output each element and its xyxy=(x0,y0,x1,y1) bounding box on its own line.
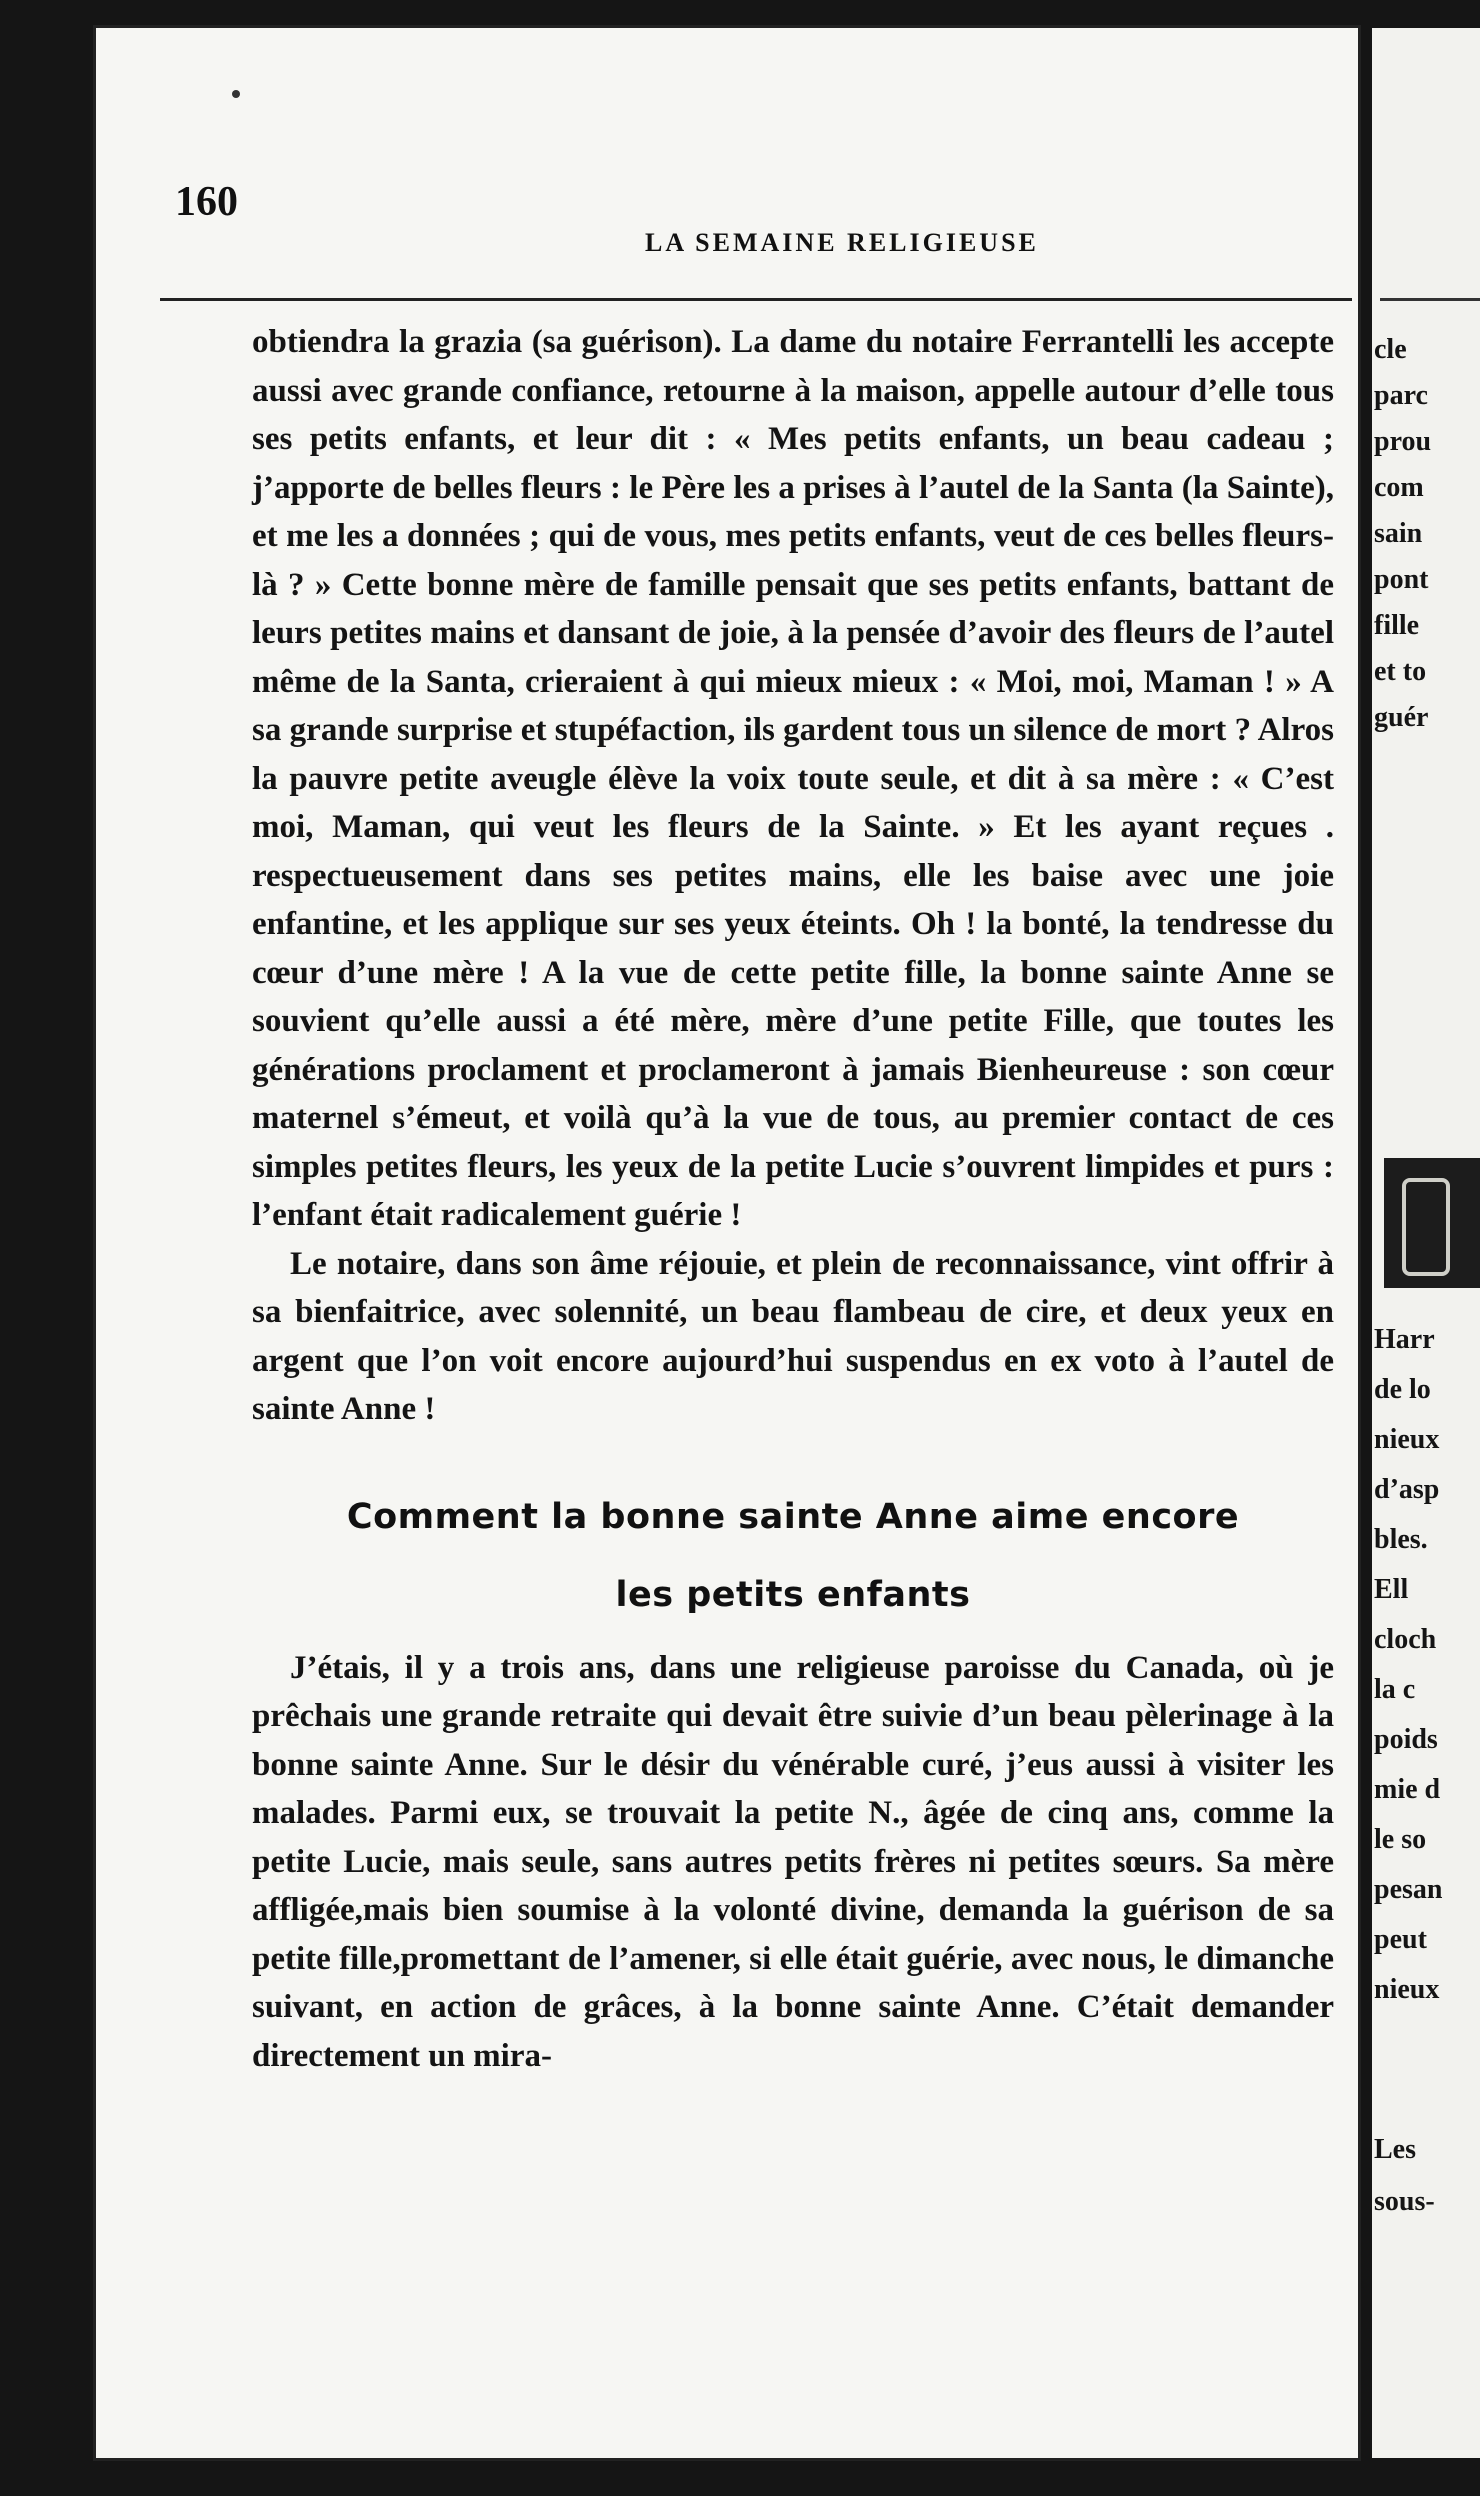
heading-line-1: Comment la bonne sainte Anne aime encore xyxy=(346,1496,1240,1537)
facing-page-rule xyxy=(1380,298,1480,301)
facing-page-line: d’asp xyxy=(1374,1474,1440,1505)
facing-page-line: nieux xyxy=(1374,1974,1440,2005)
section-heading xyxy=(252,1478,1334,1634)
facing-page-line: fille xyxy=(1374,610,1420,641)
page-number: 160 xyxy=(175,179,238,225)
facing-page-line: guér xyxy=(1374,702,1429,733)
facing-page-line: Les xyxy=(1374,2134,1416,2165)
facing-page-line: nieux xyxy=(1374,1424,1440,1455)
facing-page-line: cloch xyxy=(1374,1624,1437,1655)
paragraph-3: J’étais, il y a trois ans, dans une religieuse paroisse du Canada, où je prêchais une grande retraite qui devait être suivie d’un beau pèlerinage à la bonne sainte Anne. Sur le désir du vénérable curé, j’eus aussi à visiter les malades. Parmi eux, se trouvait la petite N., âgée de cinq ans, comme la petite Lucie, mais seule, sans autres petits frères ni petites sœurs. Sa mère affligée,mais bien soumise à la volonté divine, demanda la guérison de sa petite fille,promettant de l’amener, si elle était guérie, avec nous, le dimanche suivant, en action de grâces, à la bonne sainte Anne. C’était demander directement un mira- xyxy=(252,1649,1334,2074)
facing-page-line: prou xyxy=(1374,426,1432,457)
facing-page-line: mie d xyxy=(1374,1774,1441,1805)
paragraph-2: Le notaire, dans son âme réjouie, et plein de reconnaissance, vint offrir à sa bienfaitrice, avec solennité, un beau flambeau de cire, et deux yeux en argent que l’on voit encore aujourd’hui suspendus en ex voto à l’autel de sainte Anne ! xyxy=(252,1245,1334,1427)
facing-page-line: sous- xyxy=(1374,2186,1435,2217)
facing-page-line: com xyxy=(1374,472,1424,503)
facing-page-line: de lo xyxy=(1374,1374,1431,1405)
facing-page-line: peut xyxy=(1374,1924,1427,1955)
page-body xyxy=(252,318,1334,2080)
decorated-initial xyxy=(1384,1158,1480,1288)
facing-page-line: et to xyxy=(1374,656,1427,687)
facing-page-line: sain xyxy=(1374,518,1423,549)
facing-page-line: poids xyxy=(1374,1724,1438,1755)
facing-page-line: le so xyxy=(1374,1824,1427,1855)
facing-page-line: parc xyxy=(1374,380,1428,411)
facing-page-line: cle xyxy=(1374,334,1407,365)
ink-speck xyxy=(232,90,240,98)
facing-page-line: bles. xyxy=(1374,1524,1428,1555)
facing-page-line: pont xyxy=(1374,564,1429,595)
heading-line-2: les petits enfants xyxy=(615,1574,971,1615)
facing-page-line: la c xyxy=(1374,1674,1416,1705)
facing-page-fragment xyxy=(1372,28,1480,2458)
facing-page-line: pesan xyxy=(1374,1874,1443,1905)
paragraph-1: obtiendra la grazia (sa guérison). La dame du notaire Ferrantelli les accepte aussi avec grande confiance, retourne à la maison, appelle autour d’elle tous ses petits enfants, et leur dit : « Mes petits enfants, un beau cadeau ; j’apporte de belles fleurs : le Père les a prises à l’autel de la Santa (la Sainte), et me les a données ; qui de vous, mes petits enfants, veut de ces belles fleurs-là ? » Cette bonne mère de famille pensait que ses petits enfants, battant de leurs petites mains et dansant de joie, à la pensée d’avoir des fleurs de l’autel même de la Santa, crieraient à qui mieux mieux : « Moi, moi, Maman ! » A sa grande surprise et stupéfaction, ils gardent tous un silence de mort ? Alros la pauvre petite aveugle élève la voix toute seule, et dit à sa mère : « C’est moi, Maman, qui veut les fleurs de la Sainte. » Et les ayant reçues . respectueusement dans ses petites mains, elle les baise avec une joie enfantine, et les applique sur ses yeux éteints. Oh ! la bonté, la tendresse du cœur d’une mère ! A la vue de cette petite fille, la bonne sainte Anne se souvient qu’elle aussi a été mère, mère d’une petite Fille, que toutes les générations proclament et proclameront à jamais Bienheureuse : son cœur maternel s’émeut, et voilà qu’à la vue de tous, au premier contact de ces simples petites fleurs, les yeux de la petite Lucie s’ouvrent limpides et purs : l’enfant était radicalement guérie ! xyxy=(252,324,1334,1233)
header-rule xyxy=(160,298,1352,301)
facing-page-line: Harr xyxy=(1374,1324,1435,1355)
page-header xyxy=(175,178,1355,257)
running-title: LA SEMAINE RELIGIEUSE xyxy=(645,228,1039,257)
facing-page-line: Ell xyxy=(1374,1574,1409,1605)
